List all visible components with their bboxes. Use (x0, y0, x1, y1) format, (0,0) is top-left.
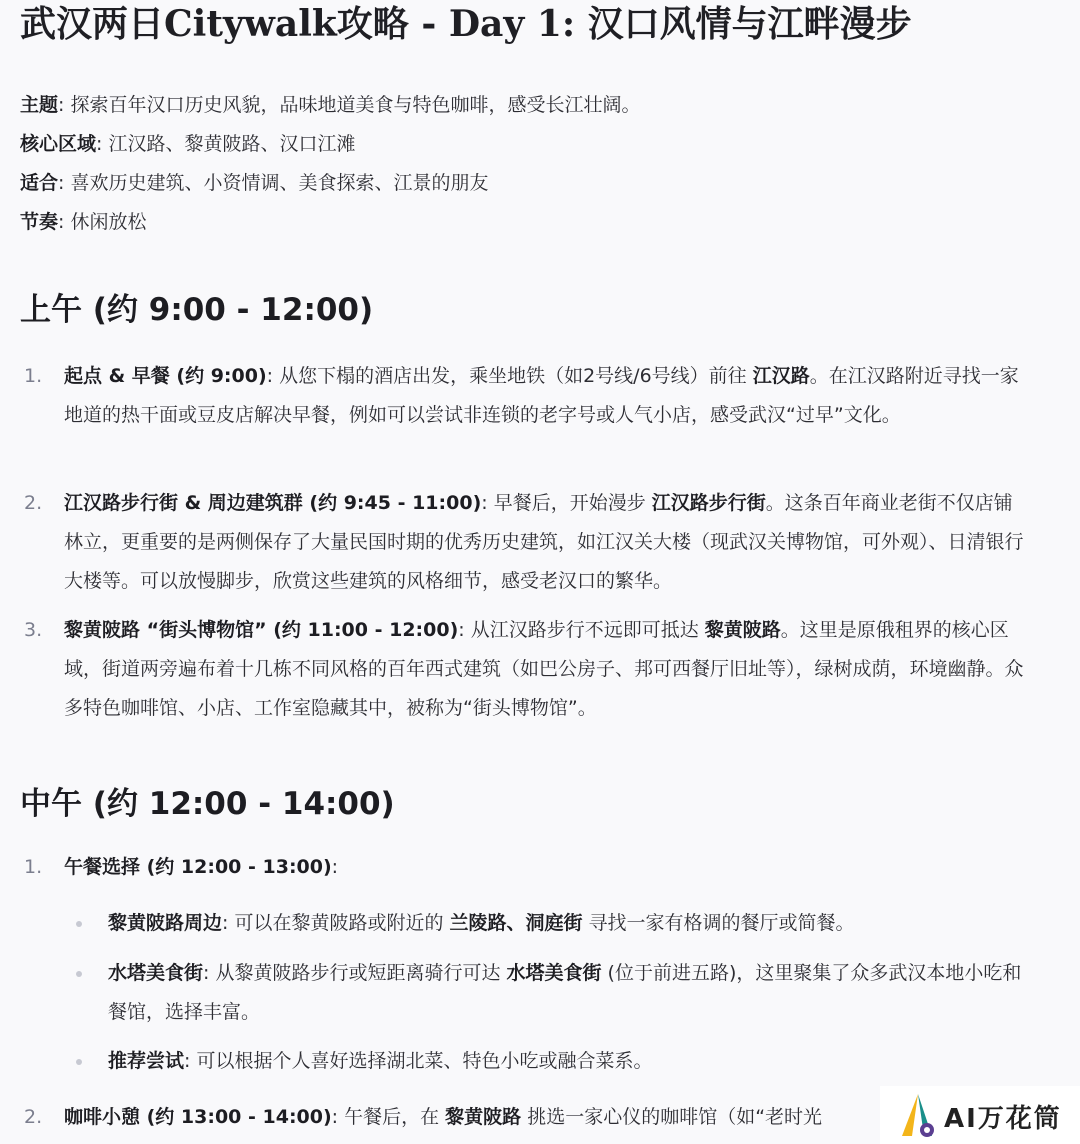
page-title: 武汉两日Citywalk攻略 - Day 1: 汉口风情与江畔漫步 (20, 3, 912, 45)
item-highlight: 黎黄陂路 (704, 619, 781, 641)
list-item-text (64, 611, 1030, 728)
item-title: 江汉路步行街 & 周边建筑群 (约 9:45 - 11:00) (64, 492, 482, 514)
item-title: 黎黄陂路 “街头博物馆” (约 11:00 - 12:00) (64, 619, 459, 641)
summary-key: 核心区域 (20, 133, 97, 155)
list-item-text (64, 848, 1030, 887)
list-item-text (64, 357, 1030, 435)
sub-item-highlight: 水塔美食街 (506, 962, 602, 984)
summary-value: : 江汉路、黎黄陂路、汉口江滩 (96, 133, 356, 155)
sub-item-text: : 可以根据个人喜好选择湖北菜、特色小吃或融合菜系。 (184, 1050, 653, 1072)
summary-key: 节奏 (20, 211, 59, 233)
summary-key: 适合 (20, 172, 59, 194)
list-number: 1. (24, 365, 43, 387)
sub-list-item (64, 954, 1024, 1032)
bullet-dot (76, 921, 82, 927)
watermark (880, 1086, 1080, 1144)
item-highlight: 江汉路步行街 (651, 492, 766, 514)
sub-item-text (108, 1042, 1024, 1081)
section-heading-noon: 中午 (约 12:00 - 14:00) (20, 786, 395, 822)
list-item (20, 611, 1030, 728)
item-text: : 从您下榻的酒店出发，乘坐地铁（如2号线/6号线）前往 (266, 365, 753, 387)
item-text: : 从江汉路步行不远即可抵达 (458, 619, 705, 641)
sub-item-text: : 从黎黄陂路步行或短距离骑行可达 (203, 962, 507, 984)
list-number: 2. (24, 1106, 43, 1128)
item-highlight: 江汉路 (752, 365, 810, 387)
item-title: 咖啡小憩 (约 13:00 - 14:00) (64, 1106, 332, 1128)
sub-item-text: (位于前进五路)，这里聚集了众多武汉本地小吃和餐馆，选择丰富。 (108, 962, 1022, 1023)
summary-key: 主题 (20, 94, 59, 116)
item-text: 挑选一家心仪的咖啡馆（如“老时光 (521, 1106, 823, 1128)
section-heading-morning: 上午 (约 9:00 - 12:00) (20, 292, 374, 328)
summary-row-pace (20, 203, 640, 242)
bullet-dot (76, 1059, 82, 1065)
sub-item-title: 推荐尝试 (108, 1050, 185, 1072)
list-number: 1. (24, 856, 43, 878)
watermark-text: AI万花筒 (944, 1104, 1062, 1134)
bullet-dot (76, 971, 82, 977)
list-item (20, 848, 1030, 887)
list-item (20, 484, 1030, 601)
item-text: : 早餐后，开始漫步 (481, 492, 652, 514)
summary-row-theme (20, 86, 640, 125)
sub-list-item (64, 1042, 1024, 1081)
list-number: 3. (24, 619, 43, 641)
sub-item-text: : 可以在黎黄陂路或附近的 (222, 912, 450, 934)
summary-row-audience (20, 164, 640, 203)
kaleidoscope-logo-icon (896, 1092, 942, 1140)
summary-value: : 喜欢历史建筑、小资情调、美食探索、江景的朋友 (58, 172, 489, 194)
item-text: 。在江汉路附近寻找一家地道的热干面或豆皮店解决早餐，例如可以尝试非连锁的老字号或人气小店，感受武汉“过早”文化。 (64, 365, 1019, 426)
summary-row-area (20, 125, 640, 164)
item-text: : (331, 856, 339, 878)
sub-item-highlight: 兰陵路、洞庭街 (449, 912, 583, 934)
sub-item-title: 水塔美食街 (108, 962, 204, 984)
sub-item-text: 寻找一家有格调的餐厅或简餐。 (582, 912, 855, 934)
sub-item-title: 黎黄陂路周边 (108, 912, 223, 934)
summary-value: : 休闲放松 (58, 211, 147, 233)
sub-item-text (108, 954, 1024, 1032)
sub-item-text (108, 904, 1024, 943)
item-title: 起点 & 早餐 (约 9:00) (64, 365, 267, 387)
item-highlight: 黎黄陂路 (445, 1106, 522, 1128)
list-item (20, 357, 1030, 435)
summary-value: : 探索百年汉口历史风貌，品味地道美食与特色咖啡，感受长江壮阔。 (58, 94, 641, 116)
item-text: 。这条百年商业老街不仅店铺林立，更重要的是两侧保存了大量民国时期的优秀历史建筑，如江汉关大楼（现武汉关博物馆，可外观）、日清银行大楼等。可以放慢脚步，欣赏这些建筑的风格细节，感受老汉口的繁华。 (64, 492, 1024, 592)
summary-block (20, 86, 640, 242)
item-title: 午餐选择 (约 12:00 - 13:00) (64, 856, 332, 878)
list-number: 2. (24, 492, 43, 514)
item-text: : 午餐后，在 (331, 1106, 446, 1128)
list-item-text (64, 484, 1030, 601)
sub-list-item (64, 904, 1024, 943)
item-text: 。这里是原俄租界的核心区域，街道两旁遍布着十几栋不同风格的百年西式建筑（如巴公房子、邦可西餐厅旧址等），绿树成荫，环境幽静。众多特色咖啡馆、小店、工作室隐藏其中，被称为“街头博物馆”。 (64, 619, 1024, 719)
